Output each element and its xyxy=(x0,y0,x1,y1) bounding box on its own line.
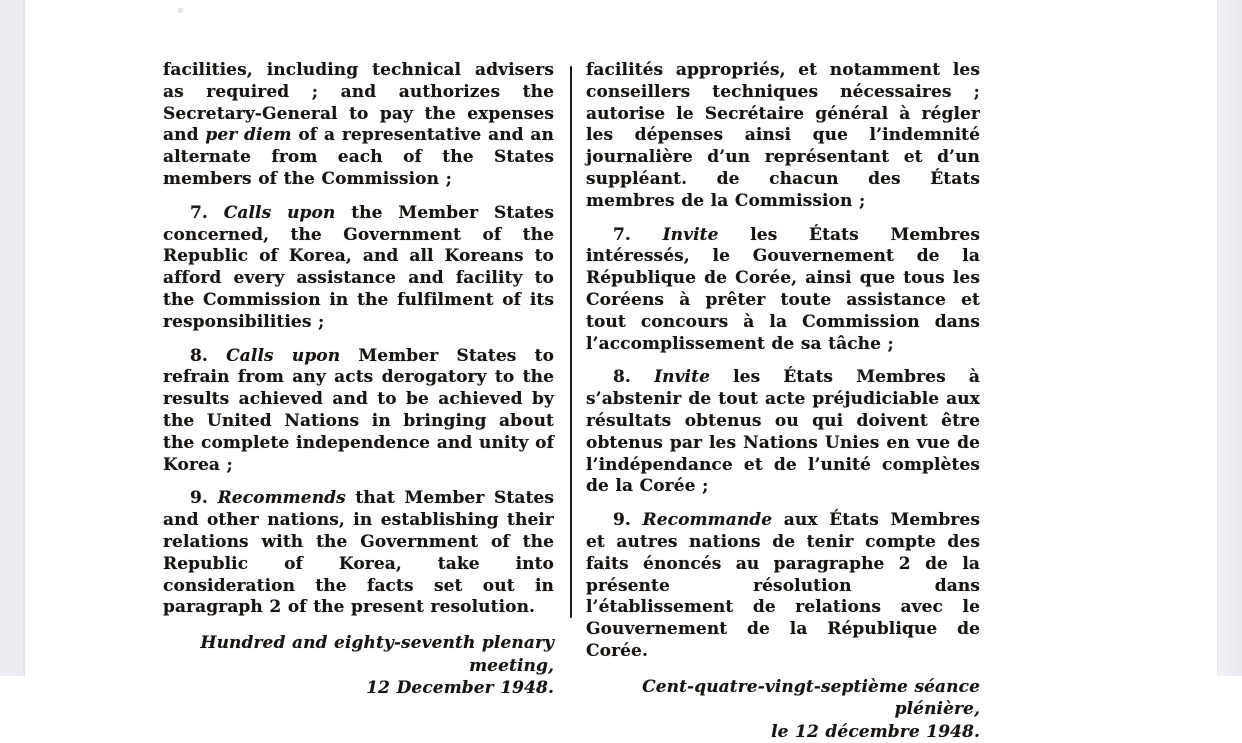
en-paragraph-8 xyxy=(163,346,554,477)
text-run-italic: per diem xyxy=(205,125,292,146)
paragraph-number: 7. xyxy=(613,224,663,245)
text-run: les États Membres intéressés, le Gouvernement de la République de Corée, ainsi que tous les Coréens à prêter toute assistance et tout concours à la Commission dans l’accomplissement de sa tâche ; xyxy=(586,224,980,354)
fr-paragraph-7 xyxy=(586,225,980,356)
paragraph-number: 7. xyxy=(190,202,224,223)
text-run-italic: Invite xyxy=(662,224,719,245)
fr-paragraph-9 xyxy=(586,510,980,663)
text-run: facilités appropriés, et notamment les conseillers techniques nécessaires ; autorise le Secrétaire général à régler les dépenses ainsi que l’indemnité journalière d’un représentant et d’un suppléant. de chacun des États membres de la Commission ; xyxy=(586,60,980,211)
paragraph-number: 9. xyxy=(613,510,643,531)
french-column xyxy=(586,60,980,743)
text-run-italic: Recommends xyxy=(217,488,346,509)
text-run-italic: Recommande xyxy=(642,510,773,531)
fr-meeting-line: Cent-quatre-vingt-septième séance plénière, xyxy=(642,676,980,720)
text-run-italic: Calls upon xyxy=(223,202,336,223)
text-run-italic: Invite xyxy=(654,367,710,388)
en-paragraph-9 xyxy=(163,488,554,619)
text-run: the Member States concerned, the Government of the Republic of Korea, and all Koreans to afford every assistance and facility to the Commission in the fulfilment of its responsibilities ; xyxy=(163,202,554,332)
text-run-italic: Calls upon xyxy=(226,345,341,366)
fr-closing-block xyxy=(586,676,980,743)
page-right-edge xyxy=(1217,0,1242,676)
text-run: that Member States and other nations, in establishing their relations with the Government of the Republic of Korea, take into consideration the facts set out in paragraph 2 of the present resolution. xyxy=(163,488,554,618)
en-date-line: 12 December 1948. xyxy=(366,678,554,699)
en-closing-block xyxy=(163,632,554,700)
text-run: aux États Membres et autres nations de tenir compte des faits énoncés au paragraphe 2 de la présente résolution dans l’établissement de relations avec le Gouvernement de la République de Corée. xyxy=(586,510,980,661)
english-column xyxy=(163,60,554,700)
paragraph-number: 9. xyxy=(190,488,218,509)
en-meeting-line: Hundred and eighty-seventh plenary meeting, xyxy=(200,633,554,676)
text-run: les États Membres à s’abstenir de tout acte préjudiciable aux résultats obtenus ou qui doivent être obtenus par les Nations Unies en vue de l’indépendance et de l’unité complètes de la Corée ; xyxy=(586,367,980,497)
scan-speck xyxy=(178,8,183,13)
en-paragraph-7 xyxy=(163,203,554,334)
paragraph-number: 8. xyxy=(190,345,227,366)
fr-date-line: le 12 décembre 1948. xyxy=(771,721,980,742)
column-divider-rule xyxy=(570,66,572,618)
text-run: facilities, including technical advisers as required ; and authorizes the Secretary-General to pay the expenses and xyxy=(163,60,554,146)
page-left-edge xyxy=(0,0,25,676)
text-run: Member States to refrain from any acts derogatory to the results achieved and to be achieved by the United Nations in bringing about the complete independence and unity of Korea ; xyxy=(163,345,555,475)
fr-paragraph-continuation xyxy=(586,60,980,213)
text-run: of a representative and an alternate from each of the States members of the Commission ; xyxy=(163,125,554,189)
en-paragraph-continuation xyxy=(163,60,554,191)
fr-paragraph-8 xyxy=(586,367,980,498)
paragraph-number: 8. xyxy=(613,367,655,388)
